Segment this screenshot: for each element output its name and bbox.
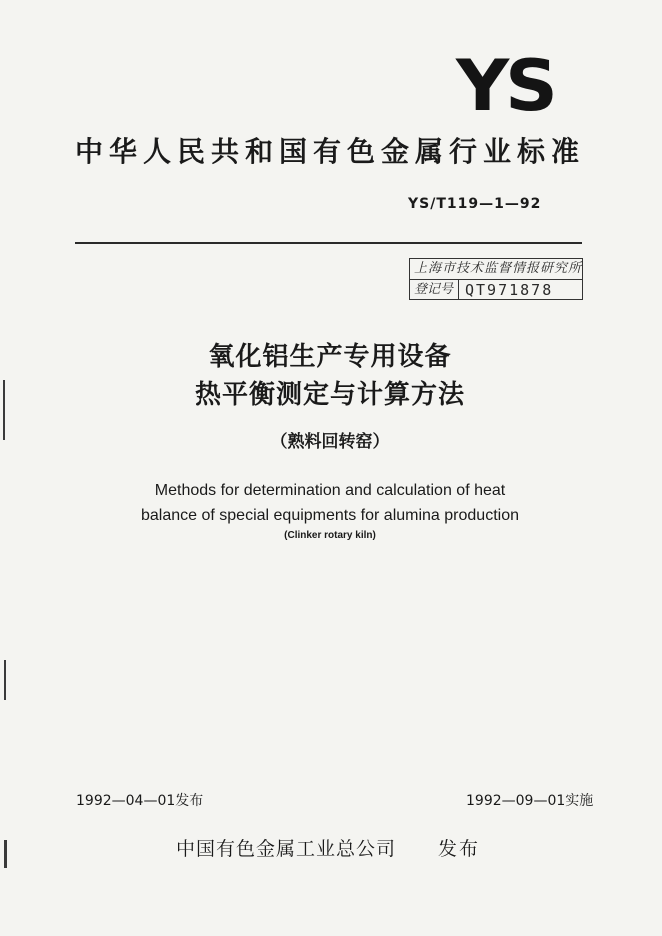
header-divider (75, 242, 582, 244)
library-stamp (409, 258, 583, 300)
title-en-line1: Methods for determination and calculation of heat (154, 482, 506, 499)
ys-logo: YS (456, 45, 554, 127)
standard-number: YS/T119—1—92 (408, 196, 542, 212)
publisher: 中国有色金属工业总公司 (176, 838, 397, 860)
subtitle-chinese: （熟料回转窑） (270, 432, 390, 452)
title-en-line2: balance of special equipments for alumina production (140, 507, 519, 524)
scan-edge-mark (4, 660, 6, 700)
stamp-register-value: QT971878 (465, 281, 554, 299)
title-cn-line2: 热平衡测定与计算方法 (194, 380, 465, 410)
implementation-date: 1992—09—01实施 (466, 793, 594, 809)
title-cn-line1: 氧化铝生产专用设备 (208, 342, 452, 372)
title-english (70, 478, 590, 528)
issuing-organization: 中华人民共和国有色金属行业标准 (74, 135, 585, 168)
title-chinese (100, 338, 560, 414)
stamp-institute: 上海市技术监督情报研究所 (410, 259, 582, 280)
stamp-register-label: 登记号 (410, 280, 459, 300)
scan-edge-mark (3, 380, 5, 440)
subtitle-english: (Clinker rotary kiln) (284, 530, 376, 541)
scan-edge-mark (4, 840, 7, 868)
publish-word: 发布 (438, 838, 481, 860)
issue-date: 1992—04—01发布 (76, 793, 204, 809)
